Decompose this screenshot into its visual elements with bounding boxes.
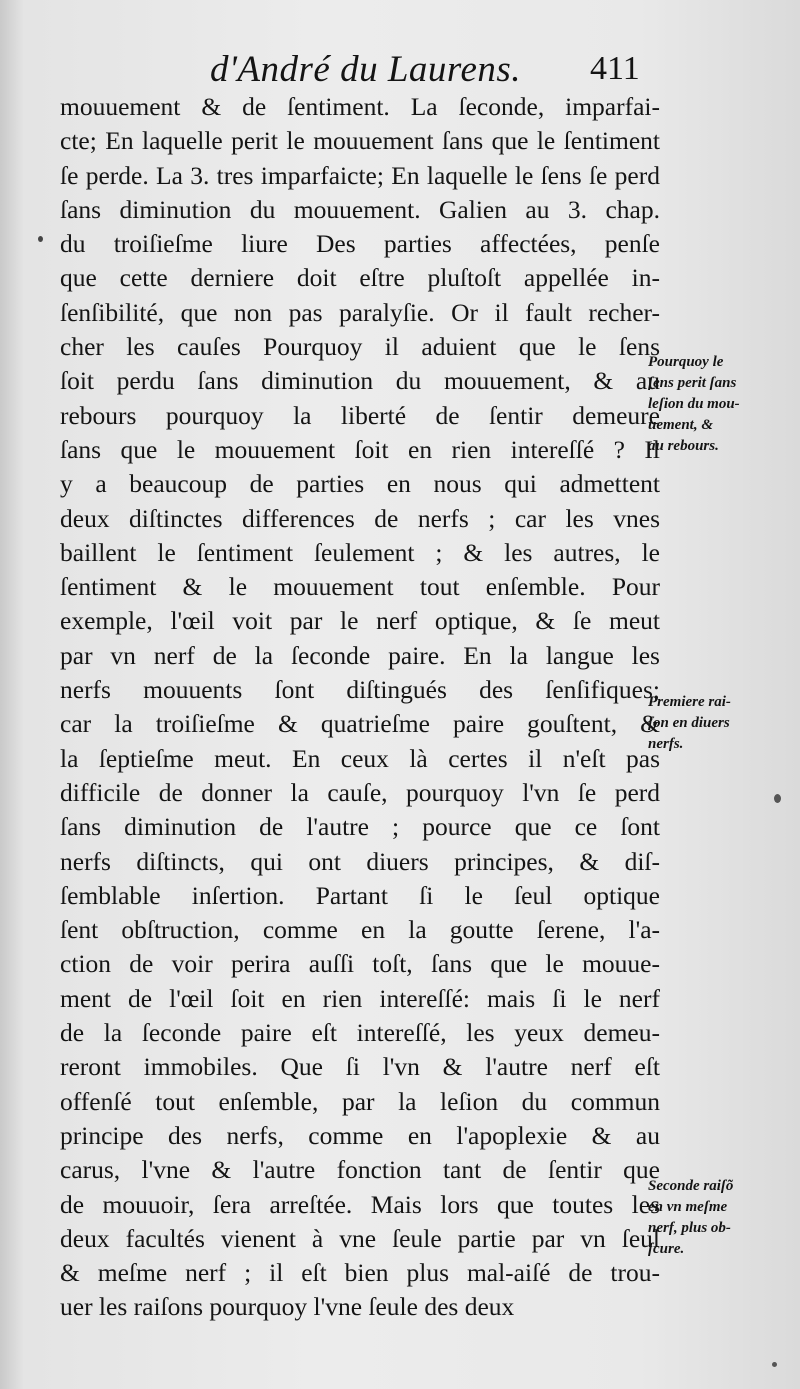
text-line: ſenſibilité, que non pas paralyſie. Or il fault recher- — [60, 297, 660, 327]
body-text — [60, 90, 660, 1325]
text-line: nerfs mouuents ſont diſtingués des ſenſifiques; — [60, 675, 660, 705]
margin-note-line: nerf, plus ob- — [648, 1220, 731, 1236]
text-line: & meſme nerf ; il eſt bien plus mal-aiſé de trou- — [60, 1258, 660, 1288]
text-line: reront immobiles. Que ſi l'vn & l'autre nerf eſt — [60, 1052, 660, 1082]
text-line: y a beaucoup de parties en nous qui admettent — [60, 469, 660, 499]
margin-note-line: ſon en diuers — [648, 715, 730, 731]
text-line: exemple, l'œil voit par le nerf optique, & ſe meut — [60, 606, 660, 636]
text-line: carus, l'vne & l'autre fonction tant de ſentir que — [60, 1155, 660, 1185]
text-line: deux diſtinctes differences de nerfs ; car les vnes — [60, 503, 660, 533]
text-line: ſans que le mouuement ſoit en rien intereſſé ? Il — [60, 434, 660, 464]
text-line: ſent obſtruction, comme en la goutte ſerene, l'a- — [60, 915, 660, 945]
text-line: principe des nerfs, comme en l'apoplexie & au — [60, 1120, 660, 1150]
text-line: ſoit perdu ſans diminution du mouuement, & au — [60, 366, 660, 396]
margin-mark — [38, 236, 43, 242]
ink-speck — [774, 794, 781, 803]
text-line: ſemblable inſertion. Partant ſi le ſeul optique — [60, 880, 660, 910]
text-line: cher les cauſes Pourquoy il aduient que le ſens — [60, 332, 660, 362]
margin-note-line: Seconde raiſõ — [648, 1178, 734, 1194]
text-line: de la ſeconde paire eſt intereſſé, les yeux demeu- — [60, 1018, 660, 1048]
text-line: mouuement & de ſentiment. La ſeconde, imparfai- — [60, 92, 660, 121]
text-line: uer les raiſons pourquoy l'vne ſeule des deux — [60, 1292, 515, 1322]
margin-note-line: au rebours. — [648, 438, 719, 454]
margin-note-seconde — [648, 1176, 798, 1260]
margin-note-premiere — [648, 692, 798, 755]
text-line: ſans diminution de l'autre ; pource que ce ſont — [60, 812, 660, 842]
margin-note-pourquoy — [648, 352, 798, 457]
running-head: d'André du Laurens. — [210, 49, 522, 90]
text-line: car la troiſieſme & quatrieſme paire gouſtent, & — [60, 709, 660, 739]
text-line: ction de voir perira auſſi toſt, ſans que le mouue- — [60, 949, 660, 979]
text-line: que cette derniere doit eſtre pluſtoſt appellée in- — [60, 263, 660, 293]
text-line: rebours pourquoy la liberté de ſentir demeure — [60, 400, 660, 430]
margin-note-line: Premiere rai- — [648, 694, 731, 710]
text-line: du troiſieſme liure Des parties affectées, penſe — [60, 229, 660, 259]
text-line: la ſeptieſme meut. En ceux là certes il n'eſt pas — [60, 743, 660, 773]
text-line: nerfs diſtincts, qui ont diuers principes, & diſ- — [60, 846, 660, 876]
page-number: 411 — [590, 50, 640, 87]
margin-note-line: ſcure. — [648, 1241, 685, 1257]
margin-note-line: Pourquoy le — [648, 354, 724, 370]
margin-note-line: uement, & — [648, 417, 714, 433]
text-line: difficile de donner la cauſe, pourquoy l'vn ſe perd — [60, 777, 660, 807]
margin-note-line: leſion du mou- — [648, 396, 740, 412]
text-line: de mouuoir, ſera arreſtée. Mais lors que toutes les — [60, 1189, 660, 1219]
text-line: ment de l'œil ſoit en rien intereſſé: mais ſi le nerf — [60, 983, 660, 1013]
text-line: par vn nerf de la ſeconde paire. En la langue les — [60, 640, 660, 670]
text-line: ſentiment & le mouuement tout enſemble. Pour — [60, 572, 660, 602]
margin-note-line: ſens perit ſans — [648, 375, 737, 391]
text-line: ſe perde. La 3. tres imparfaicte; En laquelle le ſens ſe perd — [60, 160, 660, 190]
ink-speck — [772, 1362, 777, 1367]
margin-note-line: nerfs. — [648, 736, 684, 752]
text-line: baillent le ſentiment ſeulement ; & les autres, le — [60, 537, 660, 567]
margin-note-line: en vn meſme — [648, 1199, 728, 1215]
text-line: cte; En laquelle perit le mouuement ſans que le ſentiment — [60, 126, 660, 156]
text-line: offenſé tout enſemble, par la leſion du commun — [60, 1086, 660, 1116]
text-line: ſans diminution du mouuement. Galien au 3. chap. — [60, 194, 660, 224]
text-line: deux facultés vienent à vne ſeule partie par vn ſeul — [60, 1223, 660, 1253]
